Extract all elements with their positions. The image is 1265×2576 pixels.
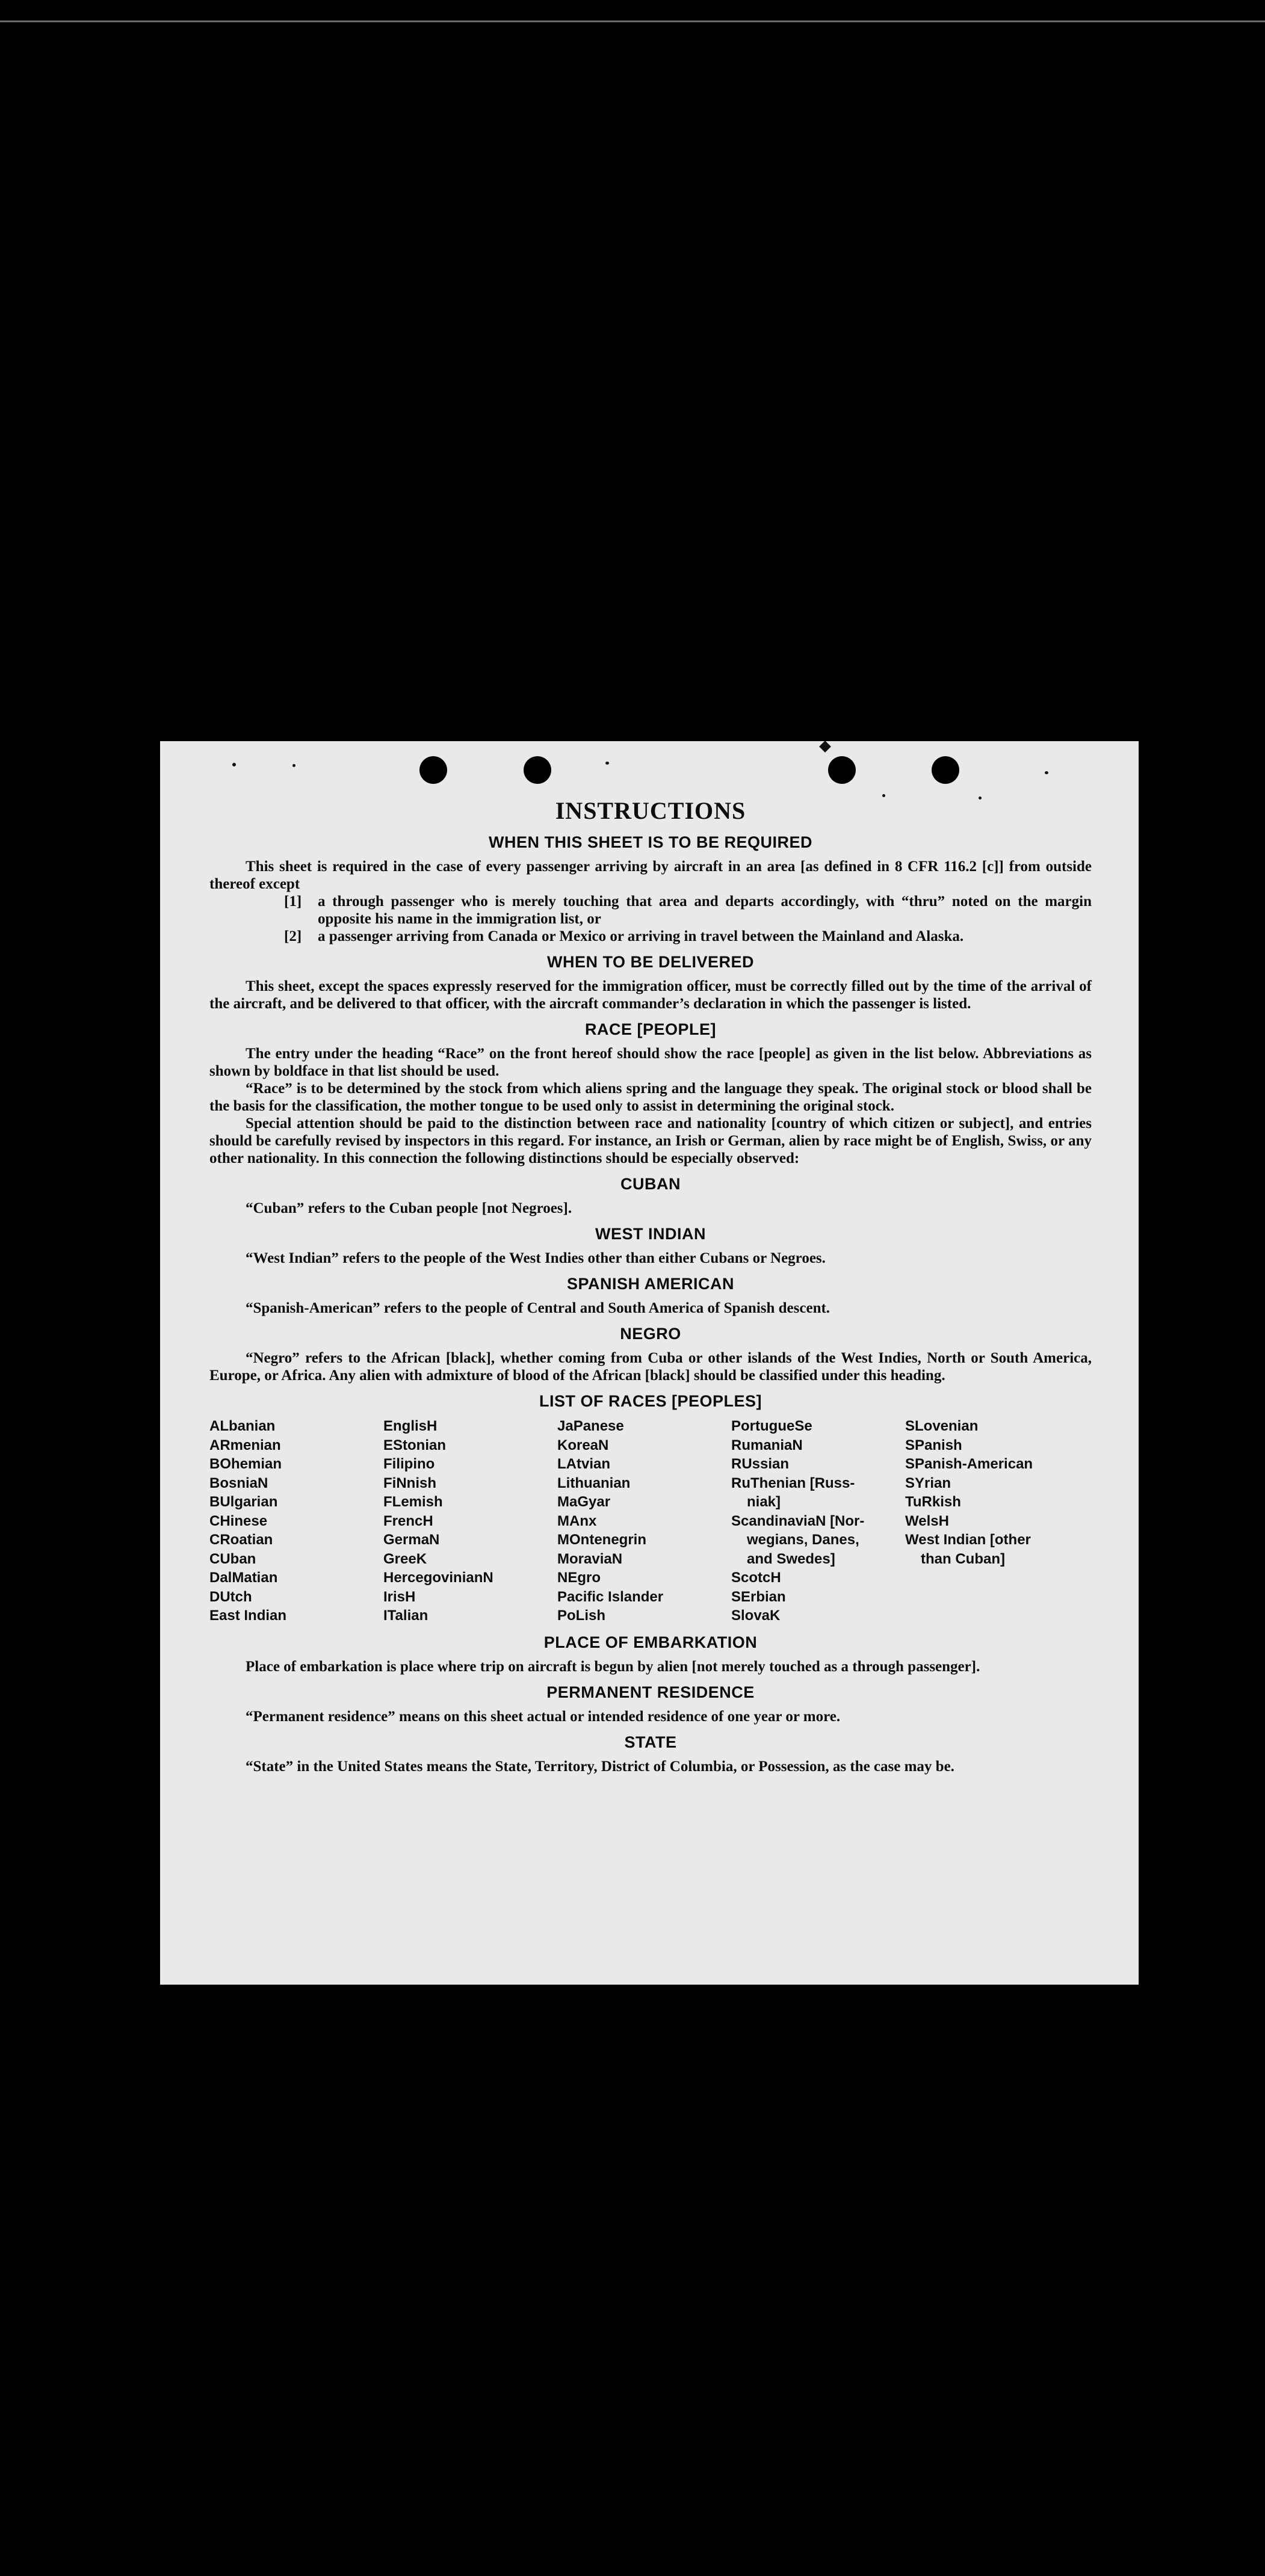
race-entry: FLemish (383, 1494, 443, 1510)
instructions-content (209, 797, 1092, 1775)
race-entry: KoreaN (557, 1437, 609, 1453)
scan-speck (605, 762, 609, 765)
race-entry: wegians, Danes, (747, 1532, 859, 1548)
races-column (383, 1417, 557, 1625)
race-entry: EStonian (383, 1437, 447, 1453)
punch-hole (932, 756, 959, 784)
race-entry: Lithuanian (557, 1474, 631, 1491)
race-entry: and Swedes] (747, 1550, 835, 1567)
race-entry: PortugueSe (731, 1418, 812, 1434)
race-paragraph: Special attention should be paid to the distinction between race and nationality [country of which citizen or subject], and entries should be carefully revised by inspectors in this regard. For instance, an Irish or German, alien by race might be of English, Swiss, or any other nationality. In this connection the following distinctions should be especially observed: (209, 1115, 1092, 1166)
race-entry: LAtvian (557, 1456, 611, 1472)
race-entry: RumaniaN (731, 1437, 803, 1453)
race-entry: BOhemian (209, 1456, 282, 1472)
delivered-text: This sheet, except the spaces expressly reserved for the immigration officer, must be correctly filled out by the time of the arrival of the aircraft, and be delivered to that officer, with the aircraft commander’s declaration in which the passenger is listed. (209, 978, 1092, 1012)
race-entry: ARmenian (209, 1437, 281, 1453)
race-entry: FiNnish (383, 1474, 436, 1491)
race-entry: IrisH (383, 1588, 416, 1605)
residence-text: “Permanent residence” means on this sheet actual or intended residence of one year or more. (246, 1708, 841, 1725)
race-entry: SlovaK (731, 1607, 781, 1624)
west-indian-text: “West Indian” refers to the people of the West Indies other than either Cubans or Negroes. (246, 1250, 826, 1266)
exception-number: [2] (284, 928, 302, 944)
race-entry: GreeK (383, 1550, 427, 1567)
required-text: This sheet is required in the case of every passenger arriving by aircraft in an area [as defined in 8 CFR 116.2 [c]] from outside thereof except (209, 858, 1092, 892)
race-entry: SYrian (905, 1474, 951, 1491)
race-paragraph: The entry under the heading “Race” on the front hereof should show the race [people] as given in the list below. Abbreviations as shown by boldface in that list should be used. (209, 1046, 1092, 1079)
section-heading-residence: PERMANENT RESIDENCE (546, 1683, 755, 1701)
race-paragraph: “Race” is to be determined by the stock from which aliens spring and the language they speak. The original stock or blood shall be the basis for the classification, the mother tongue to be used only to assist in determining the original stock. (209, 1080, 1092, 1114)
race-entry: ScandinaviaN [Nor- (731, 1512, 865, 1529)
spanish-american-text: “Spanish-American” refers to the people of Central and South America of Spanish descent. (246, 1300, 830, 1316)
race-entry: ALbanian (209, 1418, 276, 1434)
punch-hole (419, 756, 447, 784)
exception-number: [1] (284, 893, 302, 910)
race-entry: TuRkish (905, 1494, 961, 1510)
race-entry: GermaN (383, 1532, 440, 1548)
cuban-text: “Cuban” refers to the Cuban people [not Negroes]. (246, 1200, 572, 1216)
race-entry: CHinese (209, 1512, 268, 1529)
race-entry: MAnx (557, 1512, 597, 1529)
section-heading-races-list: LIST OF RACES [PEOPLES] (539, 1392, 762, 1410)
section-heading-cuban: CUBAN (620, 1175, 681, 1193)
state-text: “State” in the United States means the State, Territory, District of Columbia, or Possession, as the case may be. (246, 1758, 954, 1775)
race-entry: CRoatian (209, 1532, 273, 1548)
scan-speck (292, 764, 295, 767)
race-entry: DUtch (209, 1588, 252, 1605)
exception-text: a through passenger who is merely touching that area and departs accordingly, with “thru” noted on the margin opposite his name in the immigration list, or (318, 893, 1092, 927)
races-column (557, 1417, 731, 1625)
race-entry: SLovenian (905, 1418, 979, 1434)
race-entry: WelsH (905, 1512, 949, 1529)
section-heading-delivered: WHEN TO BE DELIVERED (546, 953, 755, 971)
section-heading-embarkation: PLACE OF EMBARKATION (543, 1633, 758, 1651)
race-entry: RuThenian [Russ- (731, 1474, 855, 1491)
race-entry: PoLish (557, 1607, 606, 1624)
scan-speck (819, 741, 831, 753)
negro-text: “Negro” refers to the African [black], whether coming from Cuba or other islands of the West Indies, North or South America, Europe, or Africa. Any alien with admixture of blood of the African [black] should be classified under this heading. (209, 1350, 1092, 1384)
section-heading-required: WHEN THIS SHEET IS TO BE REQUIRED (488, 833, 813, 851)
section-heading-state: STATE (624, 1733, 677, 1751)
race-entry: ITalian (383, 1607, 428, 1624)
race-entry: BUlgarian (209, 1494, 278, 1510)
race-entry: EnglisH (383, 1418, 438, 1434)
race-entry: JaPanese (557, 1418, 624, 1434)
race-entry: SPanish (905, 1437, 962, 1453)
scan-speck (232, 763, 236, 766)
race-entry: West Indian [other (905, 1532, 1031, 1548)
document-page (160, 741, 1139, 1985)
race-entry: niak] (747, 1494, 781, 1510)
race-entry: Pacific Islander (557, 1588, 664, 1605)
scan-border-line (0, 20, 1265, 22)
race-entry: ScotcH (731, 1570, 781, 1586)
race-entry: than Cuban] (921, 1550, 1005, 1567)
race-entry: East Indian (209, 1607, 287, 1624)
race-entry: BosniaN (209, 1474, 268, 1491)
races-column (731, 1417, 905, 1625)
embarkation-text: Place of embarkation is place where trip on aircraft is begun by alien [not merely touched as a through passenger]. (246, 1658, 980, 1675)
race-entry: MoraviaN (557, 1550, 623, 1567)
race-entry: Filipino (383, 1456, 435, 1472)
punch-hole (524, 756, 551, 784)
races-column (209, 1417, 383, 1625)
race-entry: MOntenegrin (557, 1532, 646, 1548)
section-heading-west-indian: WEST INDIAN (595, 1225, 706, 1243)
exception-text: a passenger arriving from Canada or Mexico or arriving in travel between the Mainland and Alaska. (318, 928, 964, 944)
races-list (209, 1417, 1092, 1625)
exception-item (284, 893, 1092, 928)
scan-speck (1045, 771, 1048, 774)
document-title: INSTRUCTIONS (555, 797, 746, 824)
race-entry: CUban (209, 1550, 256, 1567)
race-entry: MaGyar (557, 1494, 611, 1510)
race-entry: SPanish-American (905, 1456, 1033, 1472)
punch-hole (828, 756, 856, 784)
races-column (905, 1417, 1079, 1625)
race-entry: RUssian (731, 1456, 790, 1472)
section-heading-negro: NEGRO (620, 1325, 681, 1343)
race-entry: SErbian (731, 1588, 786, 1605)
section-heading-race: RACE [PEOPLE] (584, 1020, 717, 1038)
exception-item (284, 928, 1092, 945)
race-entry: NEgro (557, 1570, 601, 1586)
section-heading-spanish-american: SPANISH AMERICAN (566, 1275, 734, 1293)
race-entry: HercegovinianN (383, 1570, 493, 1586)
race-entry: FrencH (383, 1512, 433, 1529)
race-entry: DalMatian (209, 1570, 278, 1586)
